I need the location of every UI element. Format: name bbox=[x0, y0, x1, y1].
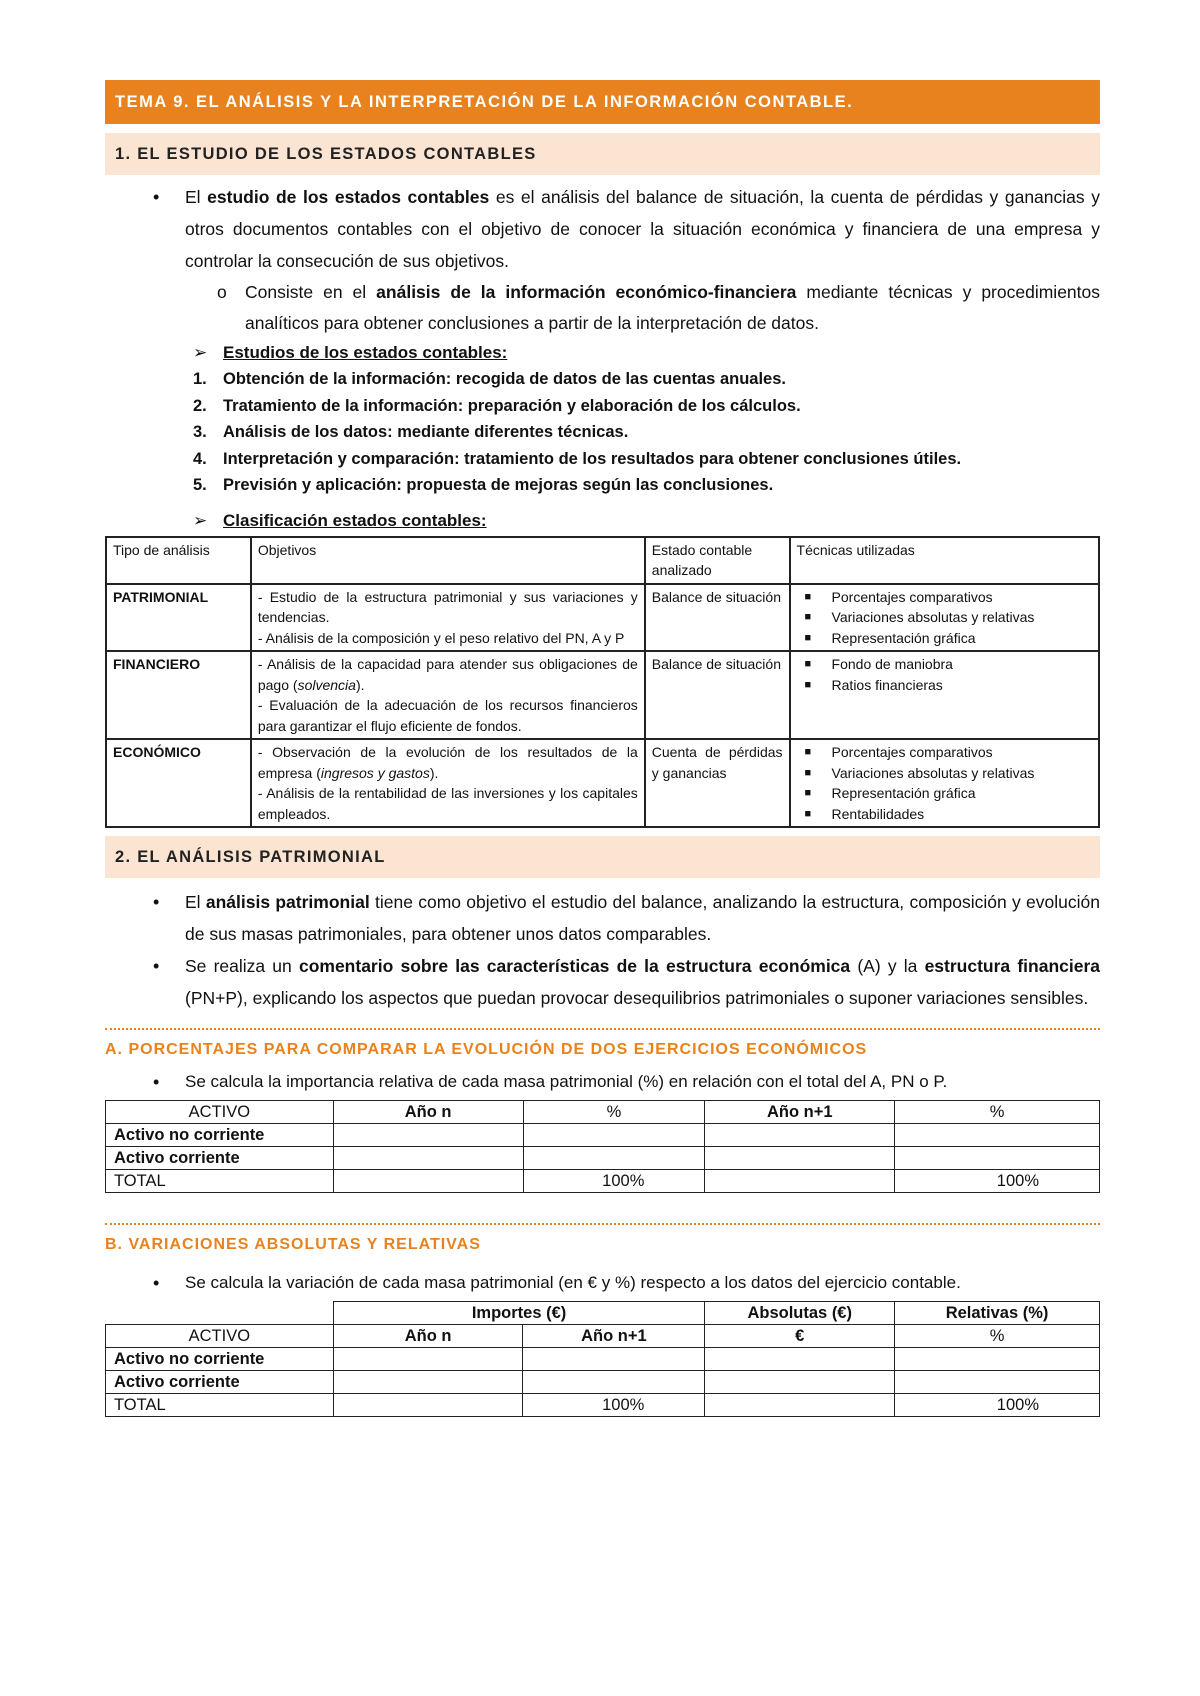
section-a-heading: A. PORCENTAJES PARA COMPARAR LA EVOLUCIÓN DE DOS EJERCICIOS ECONÓMICOS bbox=[105, 1028, 1100, 1062]
classification-table bbox=[105, 536, 1100, 829]
table-row: Activo corriente bbox=[106, 1147, 1100, 1170]
document-page bbox=[105, 80, 1100, 1417]
bullet-dot-icon: • bbox=[153, 892, 160, 912]
table-row: ECONÓMICO - Observación de la evolución de los resultados de la empresa (ingresos y gastos). - Análisis de la rentabilidad de las inversiones y los capitales empleados. Cuenta de pérdidas y ganancias ■ Porcentajes comparativos ■ Variaciones absolutas y relativas ■ Representación gráfica ■ Rentabilidades bbox=[106, 739, 1099, 827]
bold-term: estudio de los estados contables bbox=[207, 187, 490, 207]
bold-term: comentario sobre las características de la estructura económica bbox=[298, 956, 851, 976]
table-header-row: ACTIVO Año n % Año n+1 % bbox=[106, 1101, 1100, 1124]
arrow-bullet-icon: ➢ bbox=[193, 343, 208, 362]
square-bullet-icon: ■ bbox=[804, 766, 812, 779]
list-item: 1. Obtención de la información: recogida de datos de las cuentas anuales. bbox=[193, 370, 786, 388]
list-item: 3. Análisis de los datos: mediante diferentes técnicas. bbox=[193, 423, 629, 441]
section-b-bullet: • Se calcula la variación de cada masa patrimonial (en € y %) respecto a los datos del ejercicio contable. bbox=[105, 1267, 1100, 1299]
studies-heading: ➢ Estudios de los estados contables: bbox=[105, 339, 1100, 366]
studies-list bbox=[105, 366, 1100, 499]
section-1-bullet: • El estudio de los estados contables es el análisis del balance de situación, la cuenta de pérdidas y ganancias y otros documentos contables con el objetivo de conocer la situación económica y financiera de una empresa y controlar la consecución de sus objetivos. bbox=[105, 181, 1100, 277]
square-bullet-icon: ■ bbox=[804, 787, 812, 799]
square-bullet-icon: ■ bbox=[804, 746, 812, 758]
square-bullet-icon: ■ bbox=[804, 658, 812, 670]
arrow-bullet-icon: ➢ bbox=[193, 510, 208, 530]
sub-bullet-marker: o bbox=[217, 282, 227, 302]
bold-term: estructura financiera bbox=[924, 956, 1101, 976]
table-row: TOTAL 100% 100% bbox=[106, 1394, 1100, 1417]
variations-table bbox=[105, 1301, 1100, 1417]
section-1-sub-bullet: o Consiste en el análisis de la información económico-financiera mediante técnicas y procedimientos analíticos para obtener conclusiones a partir de la interpretación de datos. bbox=[105, 277, 1100, 339]
table-row: TOTAL 100% 100% bbox=[106, 1170, 1100, 1193]
square-bullet-icon: ■ bbox=[804, 807, 812, 820]
section-2-heading: 2. EL ANÁLISIS PATRIMONIAL bbox=[105, 836, 1100, 878]
list-item: 5. Previsión y aplicación: propuesta de mejoras según las conclusiones. bbox=[193, 476, 774, 494]
table-row: PATRIMONIAL - Estudio de la estructura patrimonial y sus variaciones y tendencias. - Análisis de la composición y el peso relativo del PN, A y P Balance de situación ■ Porcentajes comparativos ■ Variaciones absolutas y relativas ■ Representación gráfica bbox=[106, 584, 1099, 652]
bullet-dot-icon: • bbox=[153, 1273, 160, 1293]
table-row: Activo no corriente bbox=[106, 1124, 1100, 1147]
section-2-bullet-1: • El análisis patrimonial tiene como objetivo el estudio del balance, analizando la estructura, composición y evolución de sus masas patrimoniales, para obtener unos datos comparables. bbox=[105, 886, 1100, 950]
bullet-dot-icon: • bbox=[153, 187, 160, 207]
bullet-dot-icon: • bbox=[153, 1072, 160, 1092]
table-row: Activo corriente bbox=[106, 1371, 1100, 1394]
percentages-table bbox=[105, 1100, 1100, 1193]
section-2-bullet-2: • Se realiza un comentario sobre las características de la estructura económica (A) y la estructura financiera (PN+P), explicando los aspectos que puedan provocar desequilibrios patrimoniales o suponer variaciones sensibles. bbox=[105, 950, 1100, 1014]
list-item: 2. Tratamiento de la información: preparación y elaboración de los cálculos. bbox=[193, 396, 801, 415]
list-item: 4. Interpretación y comparación: tratamiento de los resultados para obtener conclusiones útiles. bbox=[193, 449, 962, 468]
table-group-header-row: Importes (€) Absolutas (€) Relativas (%) bbox=[106, 1302, 1100, 1325]
table-header-row: Tipo de análisis Objetivos Estado contable analizado Técnicas utilizadas bbox=[106, 537, 1099, 584]
bold-term: análisis de la información económico-financiera bbox=[376, 282, 797, 302]
square-bullet-icon: ■ bbox=[804, 678, 812, 691]
bold-term: análisis patrimonial bbox=[205, 892, 370, 912]
classification-heading: ➢ Clasificación estados contables: bbox=[105, 507, 1100, 534]
section-1-heading: 1. EL ESTUDIO DE LOS ESTADOS CONTABLES bbox=[105, 133, 1100, 175]
table-row: FINANCIERO - Análisis de la capacidad para atender sus obligaciones de pago (solvencia). - Evaluación de la adecuación de los recursos financieros para garantizar el flujo eficiente de fondos. Balance de situación ■ Fondo de maniobra ■ Ratios financieras bbox=[106, 651, 1099, 739]
table-header-row: ACTIVO Año n Año n+1 € % bbox=[106, 1325, 1100, 1348]
square-bullet-icon: ■ bbox=[804, 590, 812, 603]
section-b-heading: B. VARIACIONES ABSOLUTAS Y RELATIVAS bbox=[105, 1223, 1100, 1257]
bullet-dot-icon: • bbox=[153, 956, 160, 976]
section-a-bullet: • Se calcula la importancia relativa de cada masa patrimonial (%) en relación con el total del A, PN o P. bbox=[105, 1066, 1100, 1098]
square-bullet-icon: ■ bbox=[804, 611, 812, 623]
square-bullet-icon: ■ bbox=[804, 631, 812, 644]
document-title: TEMA 9. EL ANÁLISIS Y LA INTERPRETACIÓN DE LA INFORMACIÓN CONTABLE. bbox=[105, 80, 1100, 124]
table-row: Activo no corriente bbox=[106, 1348, 1100, 1371]
